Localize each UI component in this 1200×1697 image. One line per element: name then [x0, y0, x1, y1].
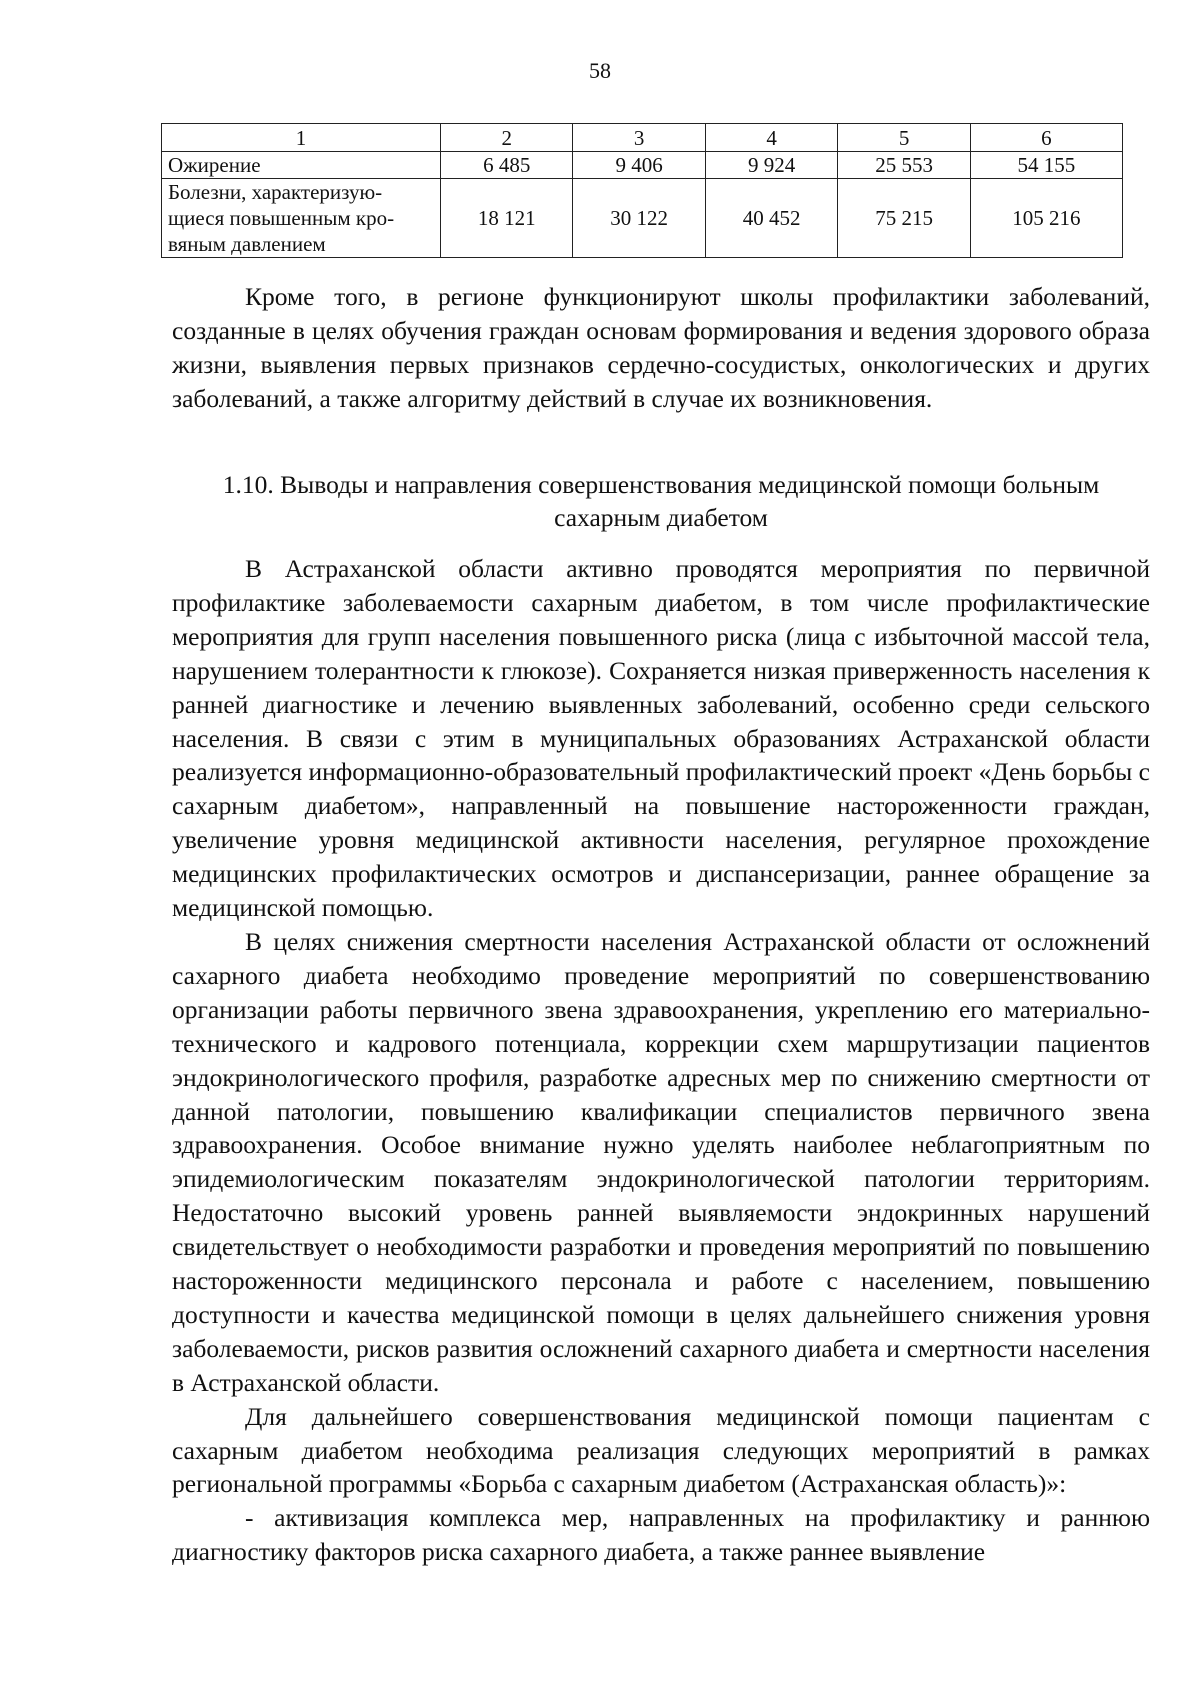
- table-cell: 6 485: [441, 152, 573, 179]
- table-cell: 54 155: [970, 152, 1122, 179]
- table-cell: 40 452: [705, 179, 837, 258]
- table-cell: 9 924: [705, 152, 837, 179]
- table-header-cell: 6: [970, 124, 1122, 152]
- row-label-line: Болезни, характеризую-: [168, 180, 383, 204]
- table-row: [162, 179, 1123, 258]
- row-label-line: вяным давлением: [168, 232, 326, 256]
- section-heading: [172, 468, 1150, 534]
- paragraph: Кроме того, в регионе функционируют школы профилактики заболеваний, созданные в целях обучения граждан основам формирования и ведения здорового образа жизни, выявления первых признаков сердечно-сосудистых, онкологических и других заболеваний, а также алгоритму действий в случае их возникновения.: [172, 282, 1150, 413]
- table-header-cell: 1: [162, 124, 441, 152]
- row-label-cell: [162, 179, 441, 258]
- table-row: [162, 152, 1123, 179]
- table-header-cell: 2: [441, 124, 573, 152]
- table-header-cell: 4: [705, 124, 837, 152]
- row-label-line: щиеся повышенным кро-: [168, 206, 395, 230]
- table-cell: 25 553: [838, 152, 970, 179]
- table-cell: 9 406: [573, 152, 705, 179]
- body-text-block: [172, 552, 1150, 1569]
- table-header-cell: 5: [838, 124, 970, 152]
- table-cell: 18 121: [441, 179, 573, 258]
- table-cell: 75 215: [838, 179, 970, 258]
- section-heading-line: 1.10. Выводы и направления совершенствования медицинской помощи больным: [222, 470, 1100, 499]
- intro-text-block: [172, 280, 1150, 416]
- list-item: - активизация комплекса мер, направленных на профилактику и раннюю диагностику факторов риска сахарного диабета, а также раннее выявление: [172, 1503, 1150, 1567]
- table-header-row: [162, 124, 1123, 152]
- paragraph: В целях снижения смертности населения Астраханской области от осложнений сахарного диабета необходимо проведение мероприятий по совершенствованию организации работы первичного звена здравоохранения, укреплению его материально-технического и кадрового потенциала, коррекции схем маршрутизации пациентов эндокринологического профиля, разработке адресных мер по снижению смертности от данной патологии, повышению квалификации специалистов первичного звена здравоохранения. Особое внимание нужно уделять наиболее неблагоприятным по эпидемиологическим показателям эндокринологической патологии территориям. Недостаточно высокий уровень ранней выявляемости эндокринных нарушений свидетельствует о необходимости разработки и проведения мероприятий по повышению настороженности медицинского персонала и работе с населением, повышению доступности и качества медицинской помощи в целях дальнейшего снижения уровня заболеваемости, рисков развития осложнений сахарного диабета и смертности населения в Астраханской области.: [172, 926, 1150, 1397]
- paragraph: Для дальнейшего совершенствования медицинской помощи пациентам с сахарным диабетом необходима реализация следующих мероприятий в рамках региональной программы «Борьба с сахарным диабетом (Астраханская область)»:: [172, 1401, 1150, 1499]
- page-number: 58: [589, 58, 611, 83]
- paragraph: В Астраханской области активно проводятся мероприятия по первичной профилактике заболеваемости сахарным диабетом, в том числе профилактические мероприятия для групп населения повышенного риска (лица с избыточной массой тела, нарушением толерантности к глюкозе). Сохраняется низкая приверженность населения к ранней диагностике и лечению выявленных заболеваний, особенно среди сельского населения. В связи с этим в муниципальных образованиях Астраханской области реализуется информационно-образовательный профилактический проект «День борьбы с сахарным диабетом», направленный на повышение настороженности граждан, увеличение уровня медицинской активности населения, регулярное прохождение медицинских профилактических осмотров и диспансеризации, раннее обращение за медицинской помощью.: [172, 554, 1150, 923]
- row-label-cell: Ожирение: [162, 152, 441, 179]
- section-heading-line: сахарным диабетом: [554, 503, 768, 532]
- table-cell: 30 122: [573, 179, 705, 258]
- table-header-cell: 3: [573, 124, 705, 152]
- statistics-table: [161, 123, 1123, 258]
- table-cell: 105 216: [970, 179, 1122, 258]
